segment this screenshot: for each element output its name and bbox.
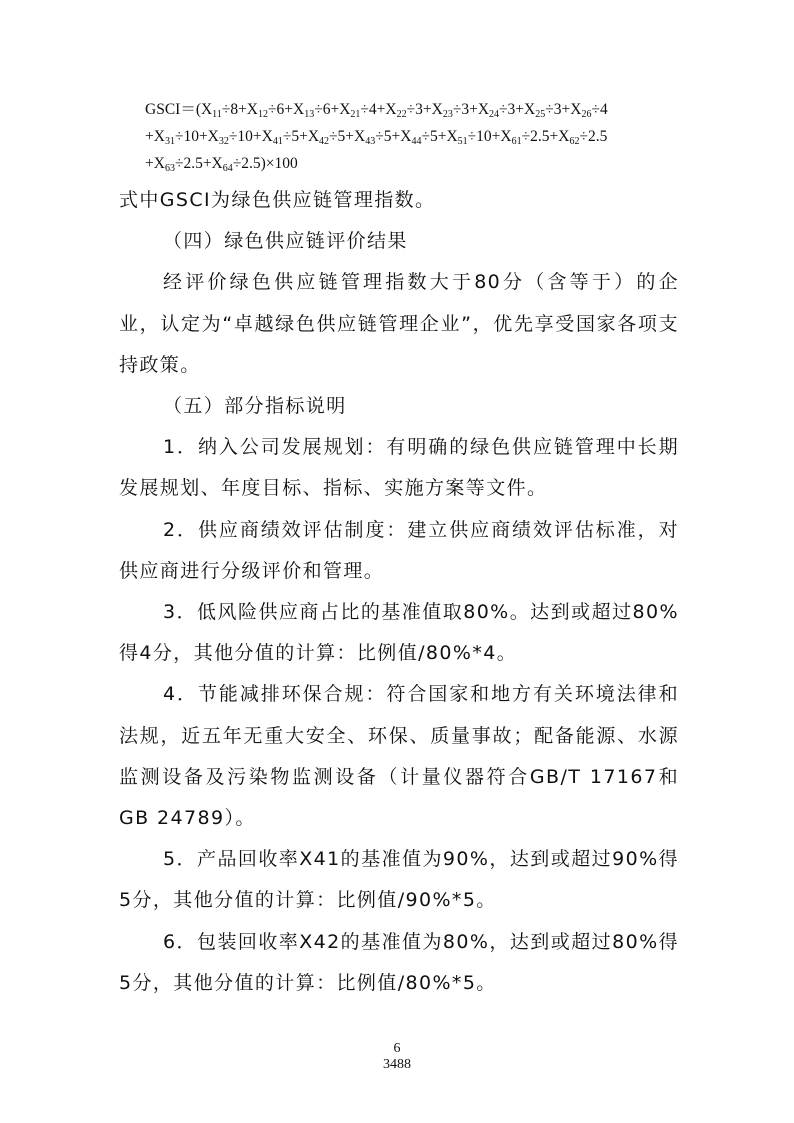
- formula-subscript: 43: [365, 136, 376, 147]
- formula-subscript: 61: [511, 136, 522, 147]
- formula-term: ÷10+X: [467, 128, 512, 145]
- paragraph: （五）部分指标说明: [163, 395, 347, 418]
- paragraph: 式中GSCI为绿色供应链管理指数。: [119, 189, 436, 211]
- formula-line: [145, 123, 755, 150]
- formula-subscript: 12: [258, 109, 269, 120]
- formula-term: ÷3+X: [499, 101, 536, 118]
- formula-term: ÷2.5)×100: [232, 155, 298, 172]
- formula-term: ÷4: [591, 101, 608, 118]
- formula-line: [145, 96, 755, 123]
- formula-subscript: 41: [272, 136, 283, 147]
- formula-term: ÷10+X: [228, 128, 273, 145]
- formula-subscript: 31: [164, 136, 175, 147]
- formula-term: ÷10+X: [174, 128, 219, 145]
- formula-subscript: 22: [396, 109, 407, 120]
- gsci-formula: [145, 96, 755, 177]
- formula-term: ÷5+X: [375, 128, 412, 145]
- paragraph: 经评价绿色供应链管理指数大于80分（含等于）的企业，认定为“卓越绿色供应链管理企业”，优先享受国家各项支持政策。: [119, 271, 679, 376]
- formula-line: [145, 150, 755, 177]
- paragraph: 1．纳入公司发展规划：有明确的绿色供应链管理中长期发展规划、年度目标、指标、实施方案等文件。: [119, 436, 679, 500]
- formula-subscript: 23: [442, 109, 453, 120]
- paragraph: 5．产品回收率X41的基准值为90%，达到或超过90%得5分，其他分值的计算：比例值/90%*5。: [119, 848, 679, 912]
- formula-subscript: 21: [350, 109, 361, 120]
- formula-subscript: 24: [489, 109, 500, 120]
- formula-subscript: 51: [457, 136, 468, 147]
- formula-term: ÷3+X: [545, 101, 582, 118]
- formula-term: GSCI＝(X: [145, 101, 213, 118]
- page-number: 6: [393, 1041, 401, 1056]
- paragraph: 4．节能减排环保合规：符合国家和地方有关环境法律和法规，近五年无重大安全、环保、质量事故；配备能源、水源监测设备及污染物监测设备（计量仪器符合GB/T 17167和GB 24789）。: [119, 683, 679, 830]
- formula-term: ÷6+X: [268, 101, 305, 118]
- paragraph: （四）绿色供应链评价结果: [163, 230, 408, 253]
- formula-subscript: 32: [218, 136, 229, 147]
- formula-term: ÷2.5+X: [521, 128, 570, 145]
- formula-term: ÷8+X: [221, 101, 259, 118]
- formula-term: ÷5+X: [421, 128, 458, 145]
- formula-subscript: 13: [304, 109, 315, 120]
- paragraph: 3．低风险供应商占比的基准值取80%。达到或超过80%得4分，其他分值的计算：比例值/80%*4。: [119, 601, 679, 665]
- formula-term: ÷5+X: [329, 128, 366, 145]
- formula-term: ÷5+X: [282, 128, 320, 145]
- print-number: 3488: [383, 1057, 411, 1072]
- formula-term: ÷2.5+X: [174, 155, 223, 172]
- formula-term: ÷3+X: [406, 101, 443, 118]
- formula-term: ÷3+X: [452, 101, 490, 118]
- paragraph: 2．供应商绩效评估制度：建立供应商绩效评估标准，对供应商进行分级评价和管理。: [119, 518, 679, 582]
- formula-term: +X: [145, 155, 165, 172]
- formula-subscript: 44: [411, 136, 422, 147]
- formula-subscript: 62: [569, 136, 580, 147]
- formula-subscript: 42: [319, 136, 330, 147]
- formula-subscript: 11: [212, 109, 222, 120]
- formula-term: ÷2.5: [579, 128, 608, 145]
- formula-term: ÷6+X: [314, 101, 351, 118]
- formula-subscript: 26: [581, 109, 592, 120]
- formula-term: ÷4+X: [360, 101, 397, 118]
- paragraph: 6．包装回收率X42的基准值为80%，达到或超过80%得5分，其他分值的计算：比例值/80%*5。: [119, 930, 679, 994]
- formula-term: +X: [145, 128, 165, 145]
- document-body: [119, 180, 679, 1004]
- formula-subscript: 64: [222, 163, 233, 174]
- formula-subscript: 25: [535, 109, 546, 120]
- formula-subscript: 63: [164, 163, 175, 174]
